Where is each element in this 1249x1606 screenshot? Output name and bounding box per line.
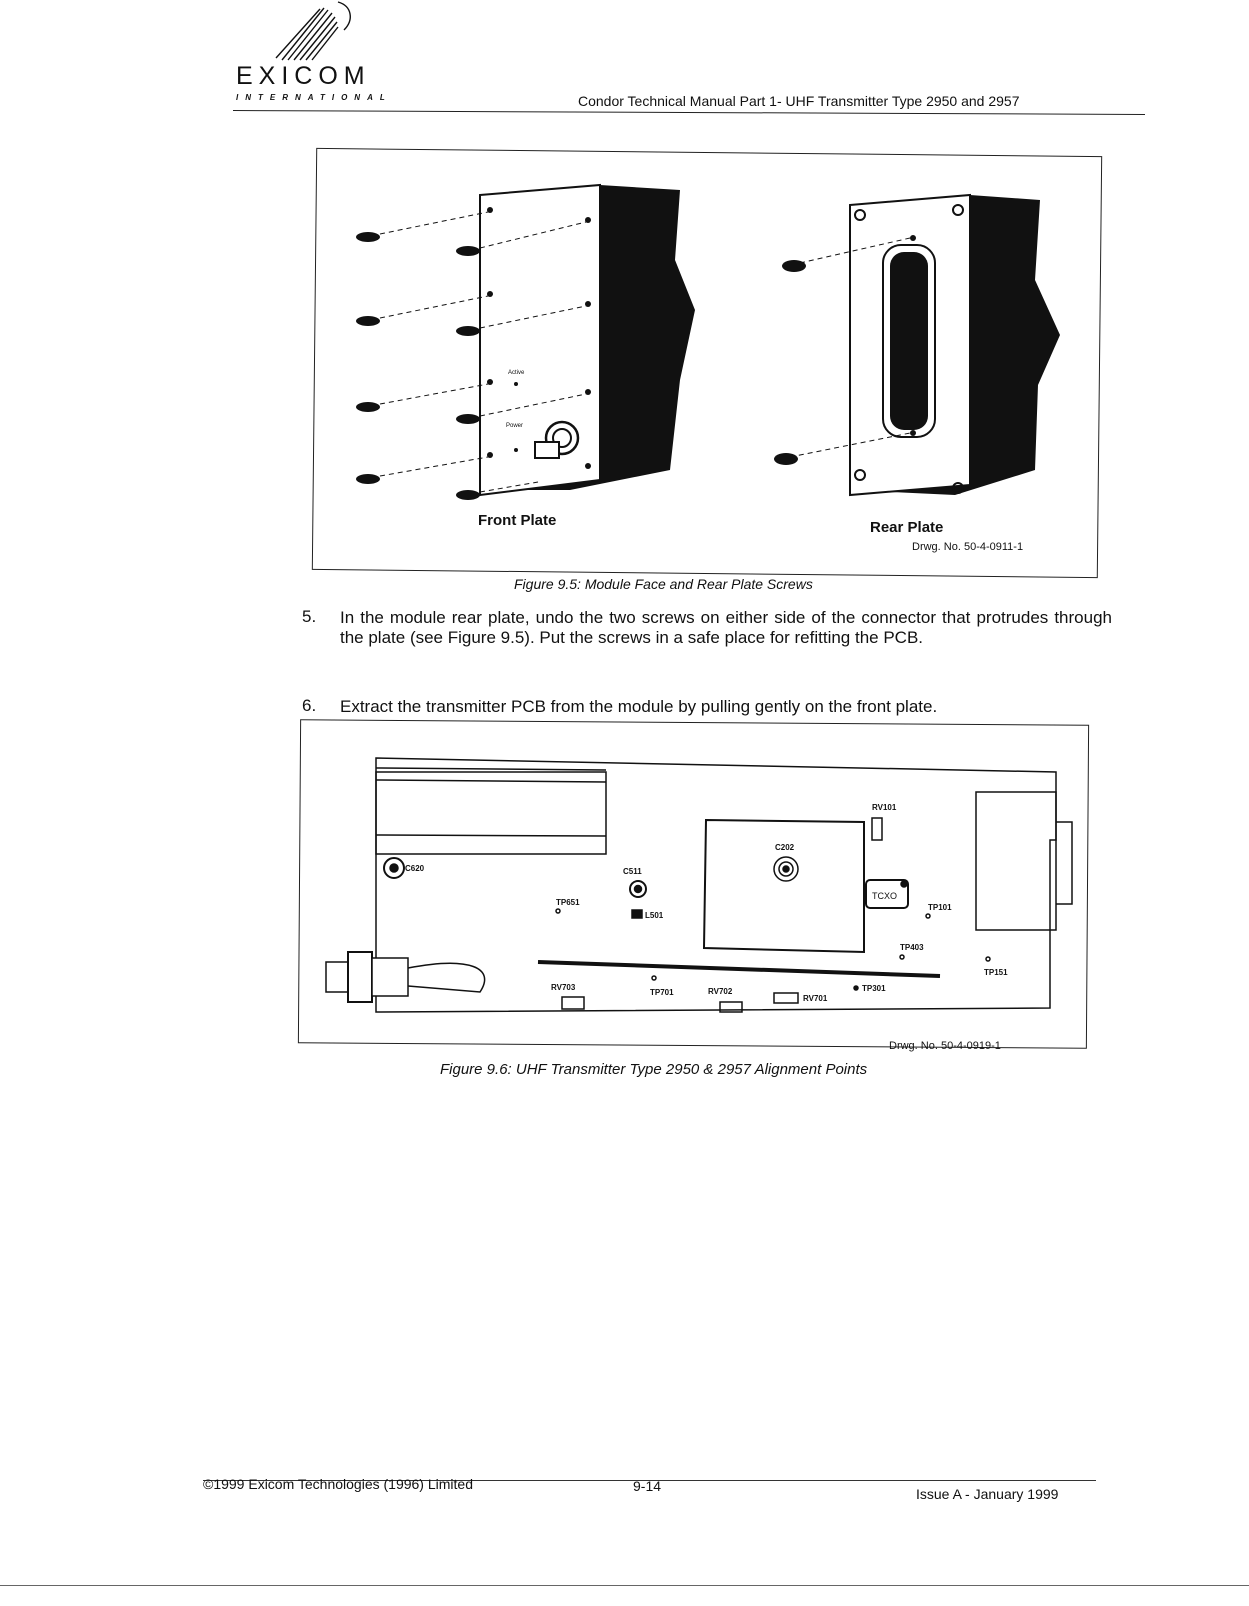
footer-issue: Issue A - January 1999	[916, 1486, 1059, 1502]
label-l501: L501	[645, 911, 664, 920]
document-header-title: Condor Technical Manual Part 1- UHF Transmitter Type 2950 and 2957	[578, 93, 1020, 109]
power-led-label: Power	[506, 423, 524, 429]
footer-copyright: ©1999 Exicom Technologies (1996) Limited	[203, 1476, 473, 1492]
rear-plate-label: Rear Plate	[870, 519, 944, 536]
label-tcxo: TCXO	[872, 891, 898, 901]
step-6-text: Extract the transmitter PCB from the module by pulling gently on the front plate.	[340, 697, 938, 716]
front-module	[356, 185, 695, 500]
figure-9-6-drawing-number: Drwg. No. 50-4-0919-1	[889, 1040, 1001, 1052]
logo-name: EXICOM	[236, 62, 371, 90]
step-5-number: 5.	[302, 607, 317, 626]
figure-9-5-drawing	[330, 170, 1090, 510]
label-c511: C511	[623, 867, 642, 876]
label-rv701: RV701	[803, 994, 828, 1003]
rear-module	[774, 195, 1060, 495]
front-plate-label: Front Plate	[478, 512, 557, 529]
header-rule	[233, 110, 1145, 115]
step-6-number: 6.	[302, 696, 317, 715]
label-tp403: TP403	[900, 943, 924, 952]
figure-9-6-pcb-drawing	[300, 740, 1090, 1040]
label-rv703: RV703	[551, 983, 576, 992]
footer-page-number: 9-14	[633, 1478, 662, 1494]
step-5-text: In the module rear plate, undo the two screws on either side of the connector that protrudes through the plate (see Figure 9.5). Put the screws in a safe place for refitting the PCB.	[340, 608, 1112, 647]
figure-9-5-caption: Figure 9.5: Module Face and Rear Plate Screws	[514, 576, 813, 592]
label-rv702: RV702	[708, 987, 733, 996]
active-led-label: Active	[508, 370, 525, 376]
figure-9-6-caption: Figure 9.6: UHF Transmitter Type 2950 & 2957 Alignment Points	[440, 1061, 868, 1078]
exicom-logo-mark	[268, 0, 358, 62]
label-tp151: TP151	[984, 968, 1008, 977]
label-c620: C620	[405, 864, 425, 873]
label-tp301: TP301	[862, 984, 886, 993]
logo-subtitle: INTERNATIONAL	[236, 93, 392, 102]
label-tp651: TP651	[556, 898, 580, 907]
label-c202: C202	[775, 843, 795, 852]
figure-9-5-drawing-number: Drwg. No. 50-4-0911-1	[912, 541, 1024, 553]
label-rv101: RV101	[872, 803, 897, 812]
label-tp101: TP101	[928, 903, 952, 912]
page-bottom-rule	[0, 1585, 1249, 1586]
label-tp701: TP701	[650, 988, 674, 997]
